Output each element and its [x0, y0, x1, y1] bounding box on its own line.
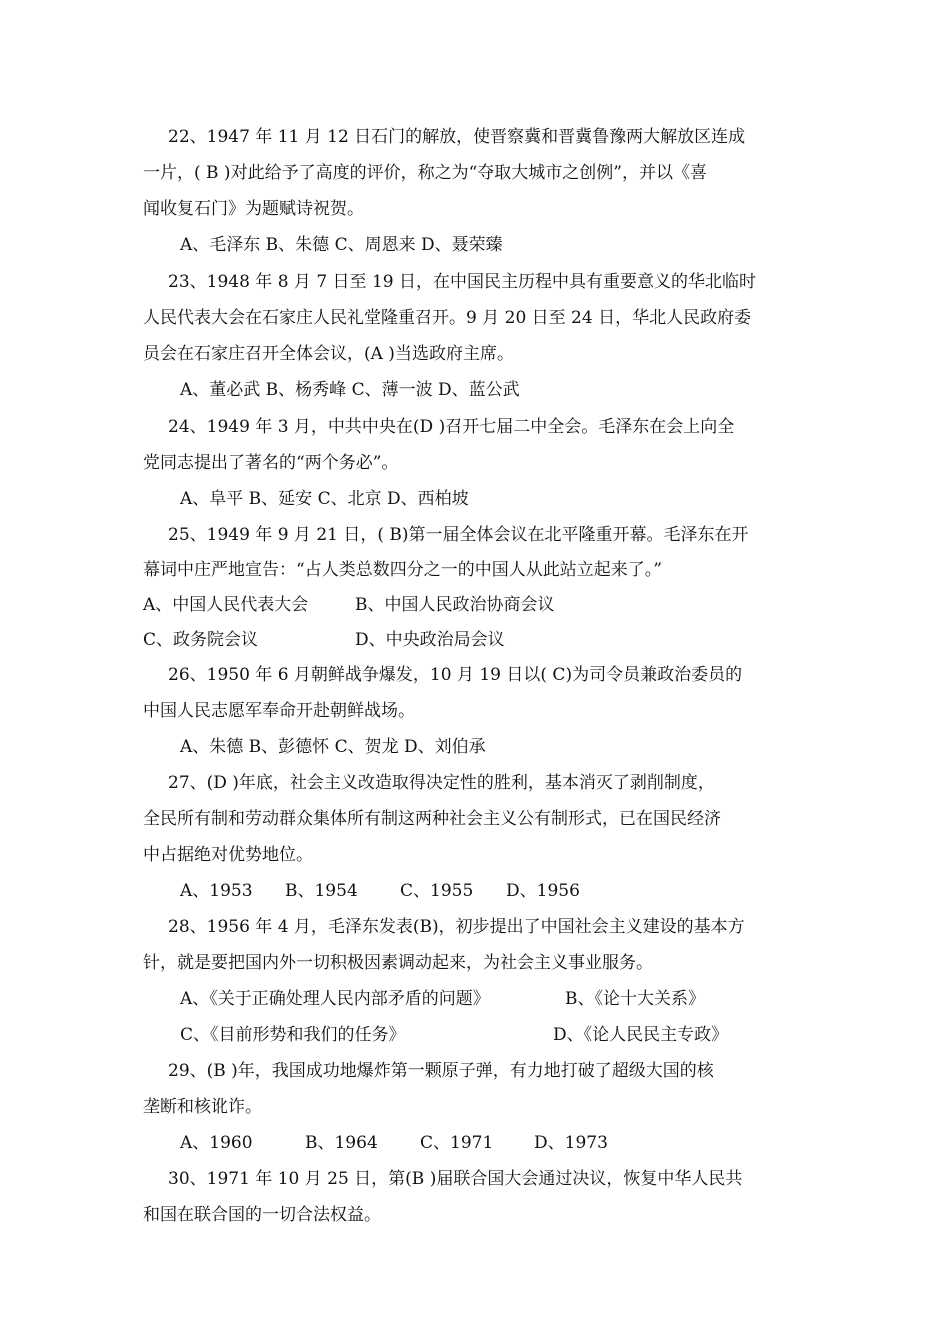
- question-25-option-b: B、中国人民政治协商会议: [355, 595, 555, 615]
- question-26-line-2: 中国人民志愿军奉命开赴朝鲜战场。: [143, 701, 415, 721]
- question-29-option-c: C、1971: [420, 1133, 494, 1153]
- question-28-option-c: C、《目前形势和我们的任务》: [180, 1025, 406, 1045]
- question-30-line-1: 30、1971 年 10 月 25 日，第(B )届联合国大会通过决议，恢复中华人民共: [168, 1169, 743, 1189]
- question-29-line-2: 垄断和核讹诈。: [143, 1097, 262, 1117]
- question-28-option-d: D、《论人民民主专政》: [553, 1025, 729, 1045]
- question-27-line-3: 中占据绝对优势地位。: [143, 845, 313, 865]
- question-23-line-2: 人民代表大会在石家庄人民礼堂隆重召开。9 月 20 日至 24 日，华北人民政府委: [143, 308, 752, 328]
- question-25-line-2: 幕词中庄严地宣告：“占人类总数四分之一的中国人从此站立起来了。”: [143, 560, 662, 580]
- question-28-options-row-1: [180, 988, 705, 1010]
- question-30-line-2: 和国在联合国的一切合法权益。: [143, 1205, 381, 1225]
- question-29-option-d: D、1973: [534, 1133, 608, 1153]
- question-25-options-row-1: [143, 594, 555, 616]
- question-22-options: A、毛泽东 B、朱德 C、周恩来 D、聂荣臻: [180, 235, 503, 255]
- question-22-line-3: 闻收复石门》为题赋诗祝贺。: [143, 199, 364, 219]
- question-28-option-b: B、《论十大关系》: [565, 989, 705, 1009]
- question-25-option-a: A、中国人民代表大会: [143, 595, 309, 615]
- question-27-line-1: 27、(D )年底，社会主义改造取得决定性的胜利，基本消灭了剥削制度，: [168, 773, 715, 793]
- question-23-options: A、董必武 B、杨秀峰 C、薄一波 D、蓝公武: [180, 380, 520, 400]
- question-26-line-1: 26、1950 年 6 月朝鲜战争爆发，10 月 19 日以( C)为司令员兼政治委员的: [168, 665, 743, 685]
- question-27-option-b: B、1954: [285, 881, 358, 901]
- question-28-option-a: A、《关于正确处理人民内部矛盾的问题》: [180, 989, 490, 1009]
- question-27-option-a: A、1953: [180, 881, 253, 901]
- question-23-line-1: 23、1948 年 8 月 7 日至 19 日，在中国民主历程中具有重要意义的华北临时: [168, 272, 756, 292]
- question-29-line-1: 29、(B )年，我国成功地爆炸第一颗原子弹，有力地打破了超级大国的核: [168, 1061, 714, 1081]
- question-28-options-row-2: [180, 1024, 728, 1046]
- question-28-line-2: 针，就是要把国内外一切积极因素调动起来，为社会主义事业服务。: [143, 953, 653, 973]
- question-29-options: [180, 1132, 608, 1154]
- question-27-option-c: C、1955: [400, 881, 474, 901]
- question-22-line-2: 一片，( B )对此给予了高度的评价，称之为“夺取大城市之创例”，并以《喜: [143, 163, 707, 183]
- question-29-option-b: B、1964: [305, 1133, 378, 1153]
- question-28-line-1: 28、1956 年 4 月，毛泽东发表(B)，初步提出了中国社会主义建设的基本方: [168, 917, 745, 937]
- question-25-option-c: C、政务院会议: [143, 630, 259, 650]
- question-25-option-d: D、中央政治局会议: [355, 630, 505, 650]
- question-27-option-d: D、1956: [506, 881, 580, 901]
- question-29-option-a: A、1960: [180, 1133, 253, 1153]
- question-23-line-3: 员会在石家庄召开全体会议，(A )当选政府主席。: [143, 344, 514, 364]
- question-25-options-row-2: [143, 629, 505, 651]
- question-24-options: A、阜平 B、延安 C、北京 D、西柏坡: [180, 489, 469, 509]
- question-22-line-1: 22、1947 年 11 月 12 日石门的解放，使晋察冀和晋冀鲁豫两大解放区连成: [168, 127, 746, 147]
- question-25-line-1: 25、1949 年 9 月 21 日，( B)第一届全体会议在北平隆重开幕。毛泽东在开: [168, 525, 749, 545]
- question-24-line-2: 党同志提出了著名的“两个务必”。: [143, 453, 399, 473]
- question-27-line-2: 全民所有制和劳动群众集体所有制这两种社会主义公有制形式，已在国民经济: [143, 809, 721, 829]
- question-24-line-1: 24、1949 年 3 月，中共中央在(D )召开七届二中全会。毛泽东在会上向全: [168, 417, 735, 437]
- question-27-options: [180, 880, 580, 902]
- question-26-options: A、朱德 B、彭德怀 C、贺龙 D、刘伯承: [180, 737, 486, 757]
